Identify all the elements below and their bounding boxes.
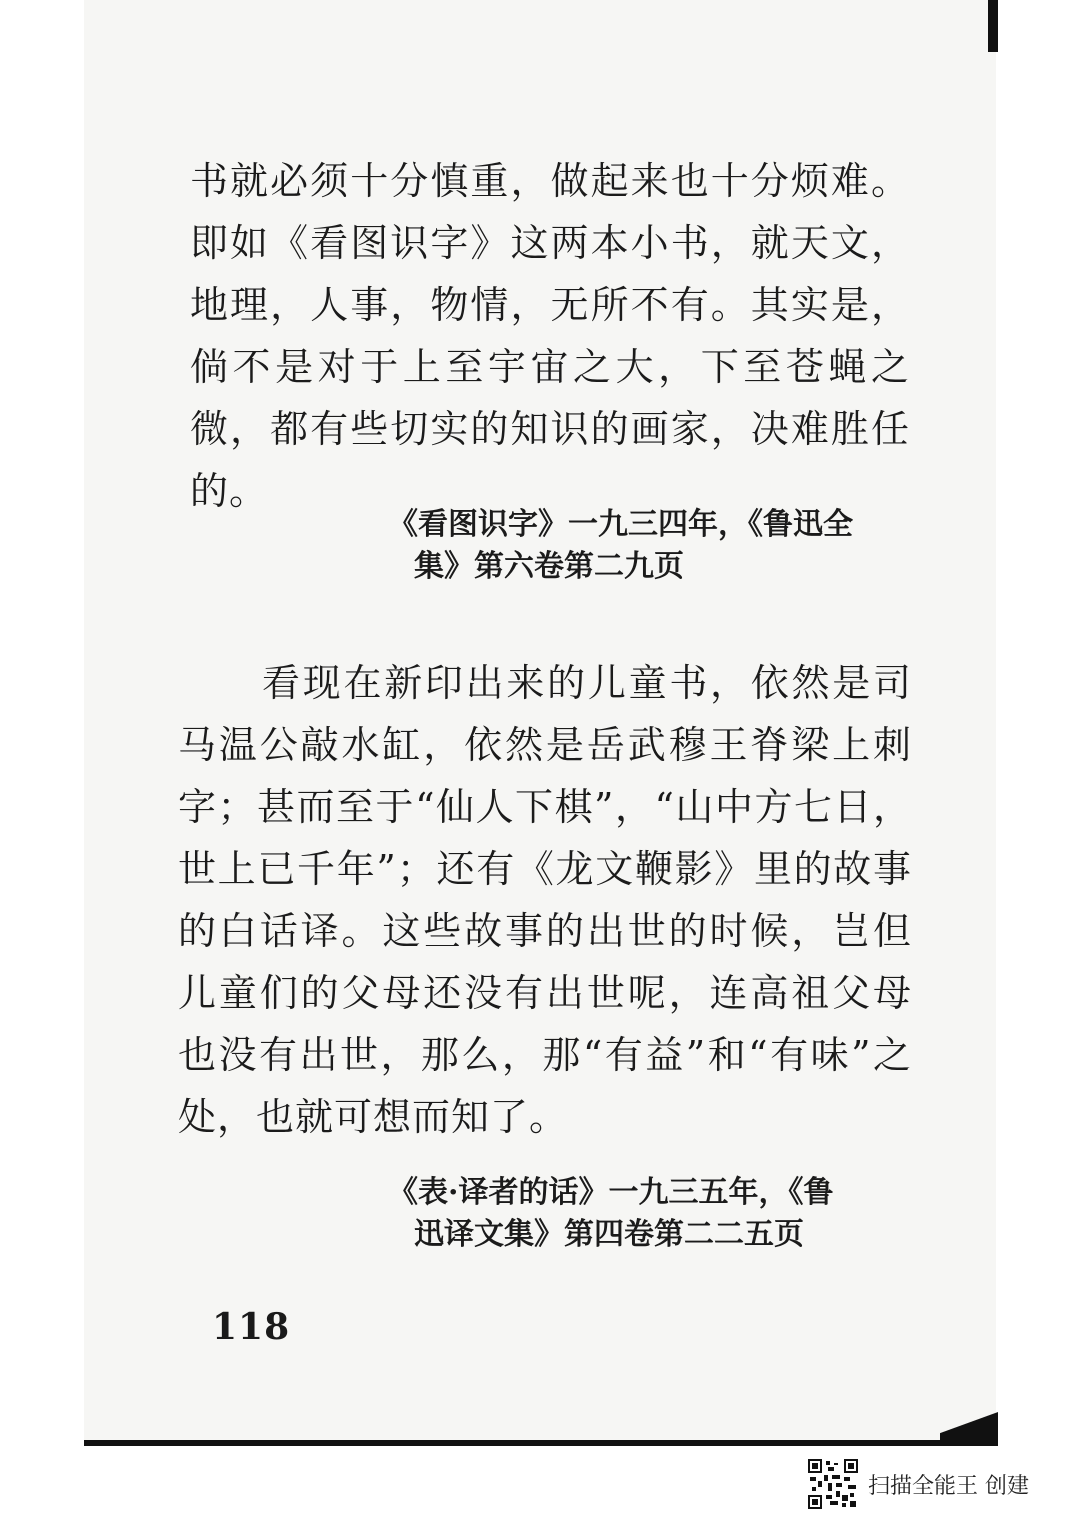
watermark-text: 扫描全能王 创建 (868, 1473, 1029, 1499)
citation-1-line2: 集》第六卷第二九页 (414, 549, 684, 584)
citation-2-line1: 《表·译者的话》一九三五年，《鲁 (388, 1175, 834, 1210)
citation-1 (388, 504, 898, 588)
citation-1-line1: 《看图识字》一九三四年，《鲁迅全 (388, 507, 853, 542)
citation-2-line2: 迅译文集》第四卷第二二五页 (414, 1217, 804, 1252)
page-edge-shadow (988, 0, 998, 52)
scanner-watermark (808, 1458, 1029, 1510)
paragraph-1: 书就必须十分慎重，做起来也十分烦难。即如《看图识字》这两本小书，就天文，地理，人事，物情，无所不有。其实是，倘不是对于上至宇宙之大，下至苍蝇之微，都有些切实的知识的画家，决难胜任的。 (190, 159, 910, 513)
page-number: 118 (212, 1306, 291, 1348)
paragraph-2: 看现在新印出来的儿童书，依然是司马温公敲水缸，依然是岳武穆王脊梁上刺字；甚而至于“仙人下棋”，“山中方七日，世上已千年”；还有《龙文鞭影》里的故事的白话译。这些故事的出世的时候，岂但儿童们的父母还没有出世呢，连高祖父母也没有出世，那么，那“有益”和“有味”之处，也就可想而知了。 (178, 661, 912, 1139)
page-bottom-edge (84, 1440, 996, 1446)
qr-code-icon (808, 1459, 858, 1509)
citation-2 (388, 1172, 908, 1256)
